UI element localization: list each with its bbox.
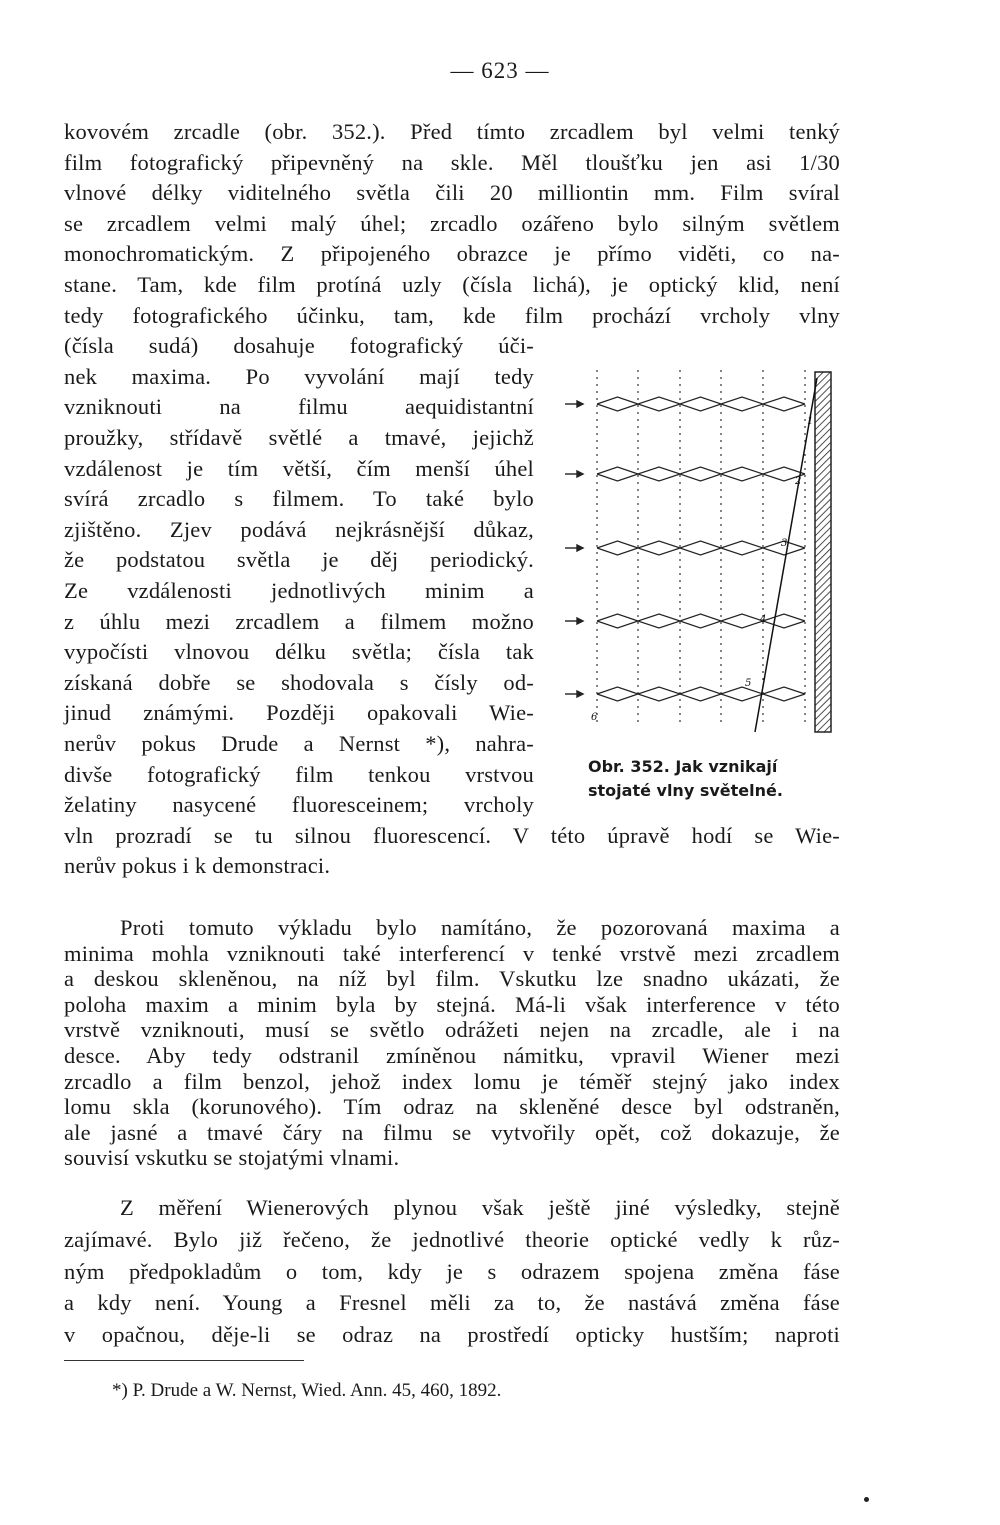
footnote: *) P. Drude a W. Nernst, Wied. Ann. 45, 460, 1892. (112, 1380, 502, 1401)
text-line: divše fotografický film tenkou vrstvou (64, 761, 534, 787)
light-arrows (565, 401, 583, 697)
text-line: minima mohla vzniknouti také interferencí v tenké vrstvě mezi zrcadlem (64, 940, 840, 966)
film-marks (591, 416, 813, 723)
text-line: nerův pokus Drude a Nernst *), nahra- (64, 731, 534, 756)
mark-2: 2 (795, 476, 802, 487)
page-number: — 623 — (450, 58, 550, 83)
wave-envelope-1-lower (597, 404, 805, 411)
mark-5: 5 (745, 678, 752, 689)
text-line: lomu skla (korunového). Tím odraz na skleněné desce byl odstraněn, (64, 1094, 840, 1120)
text-line: zrcadlo a film benzol, jehož index lomu je téměř stejný jako index (64, 1068, 840, 1094)
wave-envelope-4-upper (597, 614, 805, 621)
text-line: kovovém zrcadle (obr. 352.). Před tímto zrcadlem byl velmi tenký (64, 119, 840, 144)
text-line: souvisí vskutku se stojatými vlnami. (64, 1145, 400, 1171)
caption-line-1: Obr. 352. Jak vznikají (588, 757, 778, 776)
text-line: zjištěno. Zjev podává nejkrásnější důkaz, (64, 516, 534, 542)
text-line: Z měření Wienerových plynou však ještě jiné výsledky, stejně (120, 1195, 840, 1220)
mark-6: 6 (591, 712, 598, 723)
text-line: ným předpokladům o tom, kdy je s odrazem spojena změna fáse (64, 1258, 840, 1284)
text-line: že podstatou světla je děj periodický. (64, 547, 534, 573)
standing-waves-figure (555, 364, 855, 744)
text-line: monochromatickým. Z připojeného obrazce je přímo viděti, co na- (64, 241, 840, 267)
text-line: vypočísti vlnovou délku světla; čísla tak (64, 639, 534, 665)
text-line: vzniknouti na filmu aequidistantní (64, 394, 534, 420)
figure-caption (588, 755, 838, 803)
node-lines (597, 370, 805, 726)
footnote-rule (64, 1360, 304, 1361)
text-line: proužky, střídavě světlé a tmavé, jejichž (64, 425, 534, 450)
text-line: a kdy není. Young a Fresnel měli za to, že nastává změna fáse (64, 1290, 840, 1316)
text-line: tedy fotografického účinku, tam, kde film prochází vrcholy vlny (64, 302, 840, 328)
text-line: svírá zrcadlo s filmem. To také bylo (64, 486, 534, 512)
ink-speck (864, 1497, 869, 1502)
text-line: zajímavé. Bylo již řečeno, že jednotlivé theorie optické vedly k růz- (64, 1226, 840, 1252)
text-line: nerův pokus i k demonstraci. (64, 853, 331, 879)
mark-1: 1 (807, 416, 814, 427)
mark-4: 4 (760, 614, 767, 625)
text-line: vzdálenost je tím větší, čím menší úhel (64, 455, 534, 481)
text-line: z úhlu mezi zrcadlem a filmem možno (64, 608, 534, 634)
text-line: poloha maxim a minim byla by stejná. Má-li však interference v této (64, 991, 840, 1017)
mirror (815, 372, 831, 732)
text-line: desce. Aby tedy odstranil zmíněnou námitku, vpravil Wiener mezi (64, 1043, 840, 1068)
text-line: v opačnou, děje-li se odraz na prostředí opticky hustším; naproti (64, 1322, 840, 1348)
caption-line-2: stojaté vlny světelné. (588, 781, 783, 800)
text-line: stane. Tam, kde film protíná uzly (čísla lichá), je optický klid, není (64, 272, 840, 297)
standing-waves (597, 397, 805, 701)
mark-3: 3 (781, 538, 788, 549)
wave-envelope-5-upper (597, 687, 805, 694)
text-line: (čísla sudá) dosahuje fotografický úči- (64, 333, 534, 359)
text-line: vrstvě vzniknouti, musí se světlo odrážeti nejen na zrcadle, ale i na (64, 1017, 840, 1043)
text-line: a deskou skleněnou, na níž byl film. Vskutku lze snadno ukázati, že (64, 966, 840, 992)
text-line: film fotografický připevněný na skle. Měl tloušťku jen asi 1/30 (64, 149, 840, 175)
wave-envelope-3-upper (597, 541, 805, 548)
wave-envelope-1-upper (597, 397, 805, 404)
text-line: jinud známými. Později opakovali Wie- (64, 700, 534, 726)
text-line: vlnové délky viditelného světla čili 20 milliontin mm. Film svíral (64, 180, 840, 206)
wave-envelope-2-lower (597, 474, 805, 481)
text-line: vln prozradí se tu silnou fluorescencí. V této úpravě hodí se Wie- (64, 822, 840, 848)
text-line: se zrcadlem velmi malý úhel; zrcadlo ozářeno bylo silným světlem (64, 210, 840, 236)
text-line: získaná dobře se shodovala s čísly od- (64, 669, 534, 695)
text-line: Ze vzdálenosti jednotlivých minim a (64, 578, 534, 603)
text-line: ale jasné a tmavé čáry na filmu se vytvořily opět, což dokazuje, že (64, 1119, 840, 1145)
text-line: Proti tomuto výkladu bylo namítáno, že pozorovaná maxima a (120, 915, 840, 940)
wave-envelope-2-upper (597, 467, 805, 474)
wave-envelope-5-lower (597, 694, 805, 701)
text-line: nek maxima. Po vyvolání mají tedy (64, 363, 534, 389)
text-line: želatiny nasycené fluoresceinem; vrcholy (64, 792, 534, 818)
film (755, 378, 817, 732)
wave-envelope-3-lower (597, 548, 805, 555)
